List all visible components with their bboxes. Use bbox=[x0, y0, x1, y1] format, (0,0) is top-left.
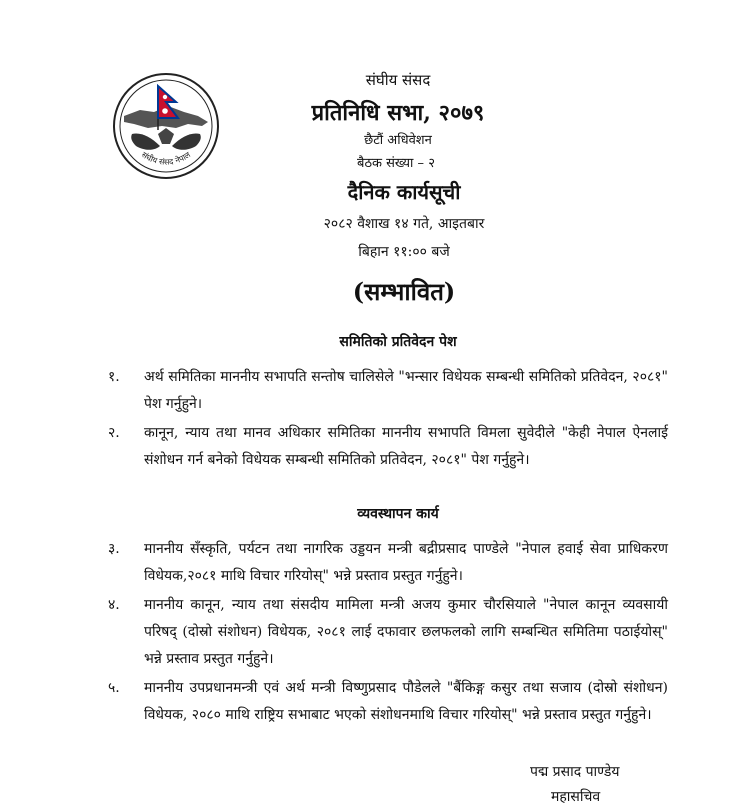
session-label: छैटौं अधिवेशन bbox=[364, 133, 432, 148]
parliament-name: संघीय संसद bbox=[365, 71, 431, 89]
agenda-item-text: माननीय कानून, न्याय तथा संसदीय मामिला मन्त्री अजय कुमार चौरसियाले "नेपाल कानून व्यवसायी परिषद् (दोस्रो संशोधन) विधेयक, २०८१ लाई दफावार छलफलको लागि सम्बन्धित समितिमा पठाईयोस्" भन्ने प्रस्ताव प्रस्तुत गर्नुहुने। bbox=[144, 597, 668, 667]
agenda-item-number: ४. bbox=[108, 597, 120, 613]
agenda-item bbox=[108, 536, 668, 590]
meeting-number: बैठक संख्या – २ bbox=[357, 156, 435, 171]
agenda-item-number: ३. bbox=[108, 541, 120, 557]
emblem-caption: संघीय संसद नेपाल bbox=[139, 150, 193, 167]
section-title-legislative-business: व्यवस्थापन कार्य bbox=[357, 506, 439, 522]
agenda-item bbox=[108, 420, 668, 474]
agenda-item-number: ५. bbox=[108, 680, 120, 696]
meeting-time: बिहान ११:०० बजे bbox=[358, 244, 450, 260]
agenda-item-text: माननीय उपप्रधानमन्त्री एवं अर्थ मन्त्री विष्णुप्रसाद पौडेलले "बैंकिङ्ग कसुर तथा सजाय (दोस्रो संशोधन) विधेयक, २०८० माथि राष्ट्रिय सभाबाट भएको संशोधनमाथि विचार गरियोस्" भन्ने प्रस्ताव प्रस्तुत गर्नुहुने। bbox=[144, 680, 668, 723]
agenda-item bbox=[108, 675, 668, 729]
agenda-item-number: १. bbox=[108, 369, 120, 385]
agenda-item bbox=[108, 592, 668, 673]
agenda-title: दैनिक कार्यसूची bbox=[347, 180, 461, 204]
house-title: प्रतिनिधि सभा, २०७९ bbox=[311, 100, 485, 126]
agenda-item-text: अर्थ समितिका माननीय सभापति सन्तोष चालिसेले "भन्सार विधेयक सम्बन्धी समितिको प्रतिवेदन, २०८१" पेश गर्नुहुने। bbox=[144, 369, 668, 412]
agenda-item-text: कानून, न्याय तथा मानव अधिकार समितिका माननीय सभापति विमला सुवेदीले "केही नेपाल ऐनलाई संशोधन गर्न बनेको विधेयक सम्बन्धी समितिको प्रतिवेदन, २०८१" पेश गर्नुहुने। bbox=[144, 425, 668, 468]
probable-label: (सम्भावित) bbox=[352, 277, 456, 306]
signatory-title: महासचिव bbox=[551, 789, 601, 805]
section-title-committee-report: समितिको प्रतिवेदन पेश bbox=[339, 334, 457, 350]
agenda-item bbox=[108, 364, 668, 418]
signatory-name: पद्म प्रसाद पाण्डेय bbox=[530, 764, 620, 780]
meeting-date: २०८२ वैशाख १४ गते, आइतबार bbox=[323, 216, 485, 232]
agenda-item-text: माननीय सँस्कृति, पर्यटन तथा नागरिक उड्डयन मन्त्री बद्रीप्रसाद पाण्डेले "नेपाल हवाई सेवा प्राधिकरण विधेयक,२०८१ माथि विचार गरियोस्" भन्ने प्रस्ताव प्रस्तुत गर्नुहुने। bbox=[144, 541, 668, 584]
agenda-item-number: २. bbox=[108, 425, 120, 441]
